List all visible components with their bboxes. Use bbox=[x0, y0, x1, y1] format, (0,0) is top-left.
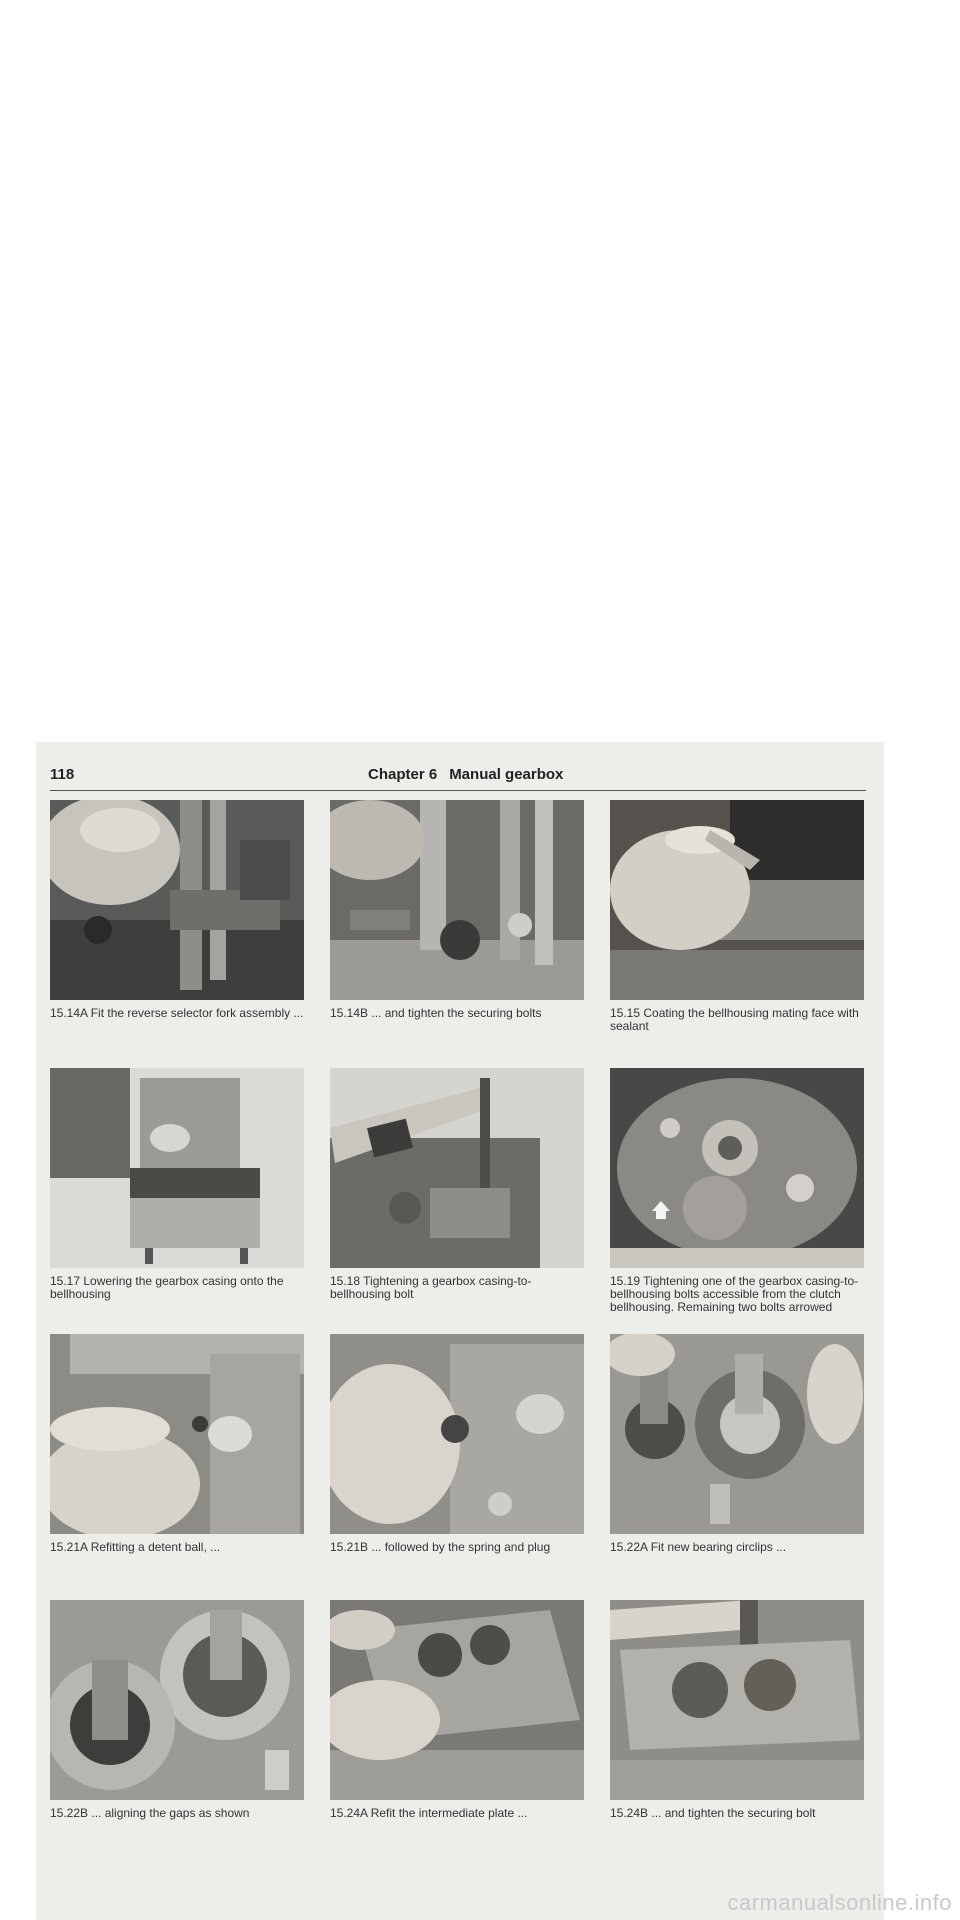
photo-refitting-detent-ball bbox=[50, 1334, 304, 1534]
caption: 15.17 Lowering the gearbox casing onto the bellhousing bbox=[50, 1274, 284, 1301]
caption: 15.18 Tightening a gearbox casing-to-bellhousing bolt bbox=[330, 1274, 532, 1301]
figure-15-21b bbox=[330, 1334, 584, 1554]
figure-15-14b bbox=[330, 800, 584, 1020]
caption: 15.22B ... aligning the gaps as shown bbox=[50, 1806, 250, 1820]
manual-page bbox=[36, 742, 884, 1920]
photo-circlip-gaps bbox=[50, 1600, 304, 1800]
figure-15-19 bbox=[610, 1068, 864, 1314]
figure-15-17 bbox=[50, 1068, 304, 1301]
figure-15-14a bbox=[50, 800, 304, 1020]
caption: 15.24B ... and tighten the securing bolt bbox=[610, 1806, 816, 1820]
header-rule bbox=[50, 790, 866, 791]
figure-15-24b bbox=[610, 1600, 864, 1820]
caption: 15.19 Tightening one of the gearbox casing-to-bellhousing bolts accessible from the clutch bellhousing. Remaining two bolts arrowed bbox=[610, 1274, 859, 1314]
figure-15-18 bbox=[330, 1068, 584, 1301]
chapter-heading bbox=[368, 766, 563, 783]
photo-clutch-bellhousing-bolts bbox=[610, 1068, 864, 1268]
page-edge bbox=[884, 742, 960, 1920]
photo-spring-and-plug bbox=[330, 1334, 584, 1534]
photo-reverse-selector-fork bbox=[50, 800, 304, 1000]
page-header bbox=[50, 762, 880, 792]
chapter-label: Chapter 6 bbox=[368, 766, 438, 783]
caption: 15.14A Fit the reverse selector fork assembly ... bbox=[50, 1006, 304, 1020]
photo-tightening-gearbox-bolt bbox=[330, 1068, 584, 1268]
photo-securing-bolts bbox=[330, 800, 584, 1000]
caption: 15.21A Refitting a detent ball, ... bbox=[50, 1540, 221, 1554]
arrow-icon bbox=[656, 1211, 666, 1219]
figure-15-22a bbox=[610, 1334, 864, 1554]
page-number: 118 bbox=[50, 766, 75, 783]
figure-15-21a bbox=[50, 1334, 304, 1554]
photo-lowering-gearbox-casing bbox=[50, 1068, 304, 1268]
photo-bearing-circlips bbox=[610, 1334, 864, 1534]
watermark: carmanualsonline.info bbox=[727, 1890, 952, 1915]
figure-15-22b bbox=[50, 1600, 304, 1820]
photo-bellhousing-sealant bbox=[610, 800, 864, 1000]
figure-15-24a bbox=[330, 1600, 584, 1820]
caption: 15.21B ... followed by the spring and plug bbox=[330, 1540, 551, 1554]
caption: 15.14B ... and tighten the securing bolts bbox=[330, 1006, 542, 1020]
arrow-icon bbox=[652, 1201, 670, 1211]
caption: 15.15 Coating the bellhousing mating face with sealant bbox=[610, 1006, 859, 1033]
caption: 15.24A Refit the intermediate plate ... bbox=[330, 1806, 528, 1820]
caption: 15.22A Fit new bearing circlips ... bbox=[610, 1540, 787, 1554]
photo-intermediate-plate bbox=[330, 1600, 584, 1800]
chapter-title: Manual gearbox bbox=[449, 766, 564, 783]
figure-15-15 bbox=[610, 800, 864, 1033]
photo-securing-bolt bbox=[610, 1600, 864, 1800]
